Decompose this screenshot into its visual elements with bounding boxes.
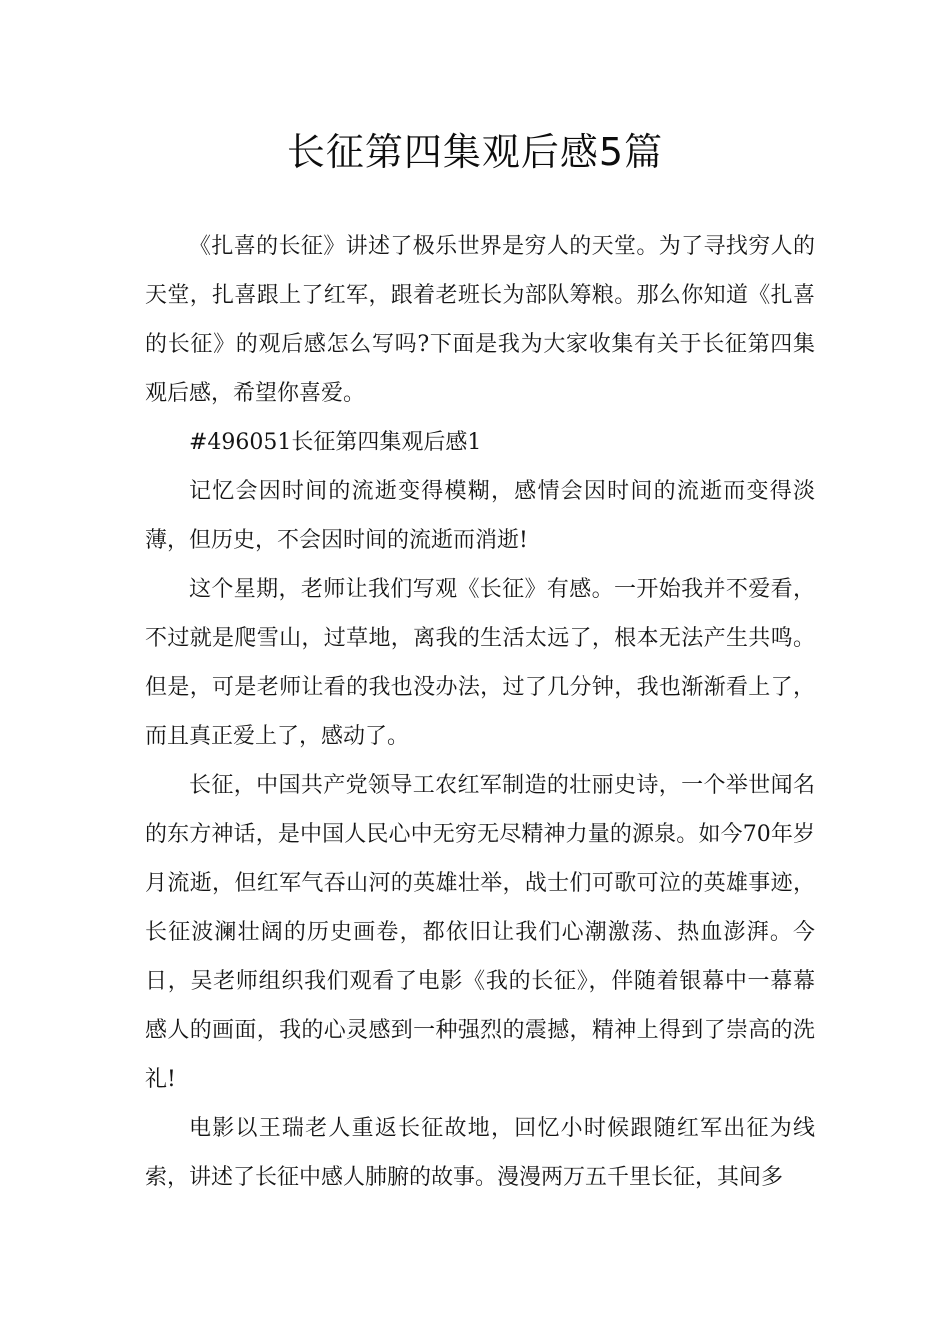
intro-paragraph: 《扎喜的长征》讲述了极乐世界是穷人的天堂。为了寻找穷人的天堂，扎喜跟上了红军，跟着老班长为部队筹粮。那么你知道《扎喜的长征》的观后感怎么写吗?下面是我为大家收集有关于长征第四集观后感，希望你喜爱。 <box>145 234 815 406</box>
section-heading: #496051长征第四集观后感1 <box>189 430 482 455</box>
document-body <box>145 222 815 1202</box>
document-title: 长征第四集观后感5篇 <box>286 130 664 174</box>
body-paragraph: 电影以王瑞老人重返长征故地，回忆小时候跟随红军出征为线索，讲述了长征中感人肺腑的故事。漫漫两万五千里长征，其间多 <box>145 1116 815 1190</box>
body-paragraph: 记忆会因时间的流逝变得模糊，感情会因时间的流逝而变得淡薄，但历史，不会因时间的流逝而消逝! <box>145 479 815 553</box>
body-paragraph: 长征，中国共产党领导工农红军制造的壮丽史诗，一个举世闻名的东方神话，是中国人民心中无穷无尽精神力量的源泉。如今70年岁月流逝，但红军气吞山河的英雄壮举，战士们可歌可泣的英雄事迹，长征波澜壮阔的历史画卷，都依旧让我们心潮激荡、热血澎湃。今日，吴老师组织我们观看了电影《我的长征》，伴随着银幕中一幕幕感人的画面，我的心灵感到一种强烈的震撼，精神上得到了崇高的洗礼! <box>145 773 815 1092</box>
body-paragraph: 这个星期，老师让我们写观《长征》有感。一开始我并不爱看，不过就是爬雪山，过草地，离我的生活太远了，根本无法产生共鸣。但是，可是老师让看的我也没办法，过了几分钟，我也渐渐看上了，而且真正爱上了，感动了。 <box>145 577 815 749</box>
